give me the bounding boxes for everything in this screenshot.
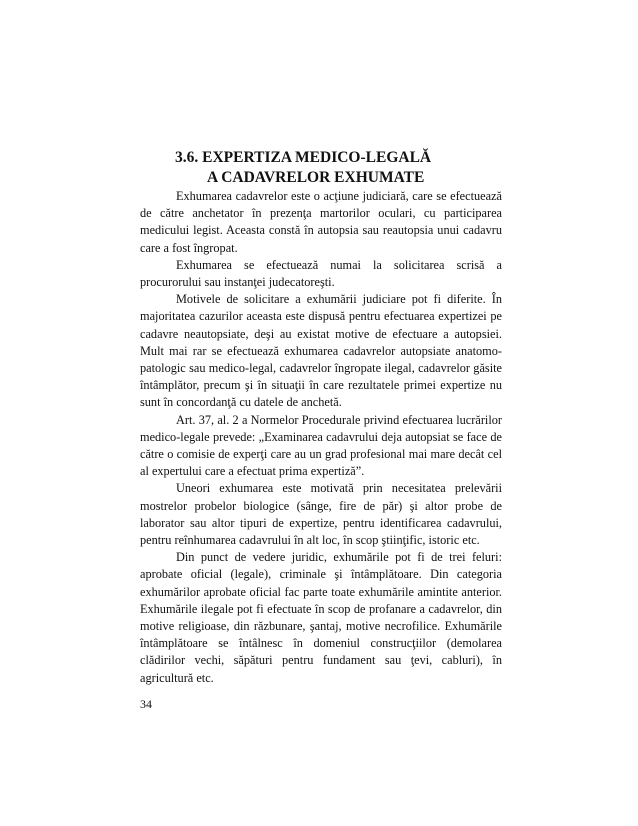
paragraph-5: Uneori exhumarea este motivată prin necesitatea prelevării mostrelor probelor biologice (sânge, fire de păr) şi altor probe de laborator sau altor tipuri de expertize, pentru identificarea cadavrului, pentru reînhumarea cadavrului în alt loc, în scop ştiinţific, istoric etc. xyxy=(140,481,502,548)
section-heading-line-2: A CADAVRELOR EXHUMATE xyxy=(207,169,425,186)
paragraph-3: Motivele de solicitare a exhumării judiciare pot fi diferite. În majoritatea cazurilor aceasta este dispusă pentru efectuarea expertizei pe cadavre neautopsiate, deşi au existat motive de efectuare a autopsiei. Mult mai rar se efectuează exhumarea cadavrelor autopsiate anatomo-patologic sau medico-legal, cadavrelor îngropate ilegal, cadavrelor găsite întâmplător, precum şi în situaţii în care rezultatele primei expertize nu sunt în concordanţă cu datele de anchetă. xyxy=(140,292,502,410)
body-text xyxy=(140,188,502,687)
paragraph-6: Din punct de vedere juridic, exhumările pot fi de trei feluri: aprobate oficial (legale), criminale şi întâmplătoare. Din categoria exhumărilor aprobate oficial fac parte toate exhumările amintite anterior. Exhumările ilegale pot fi efectuate în scop de profanare a cadavrelor, din motive religioase, din răzbunare, şantaj, motive necrofilice. Exhumările întâmplătoare se întâlnesc în domeniul construcţiilor (demolarea clădirilor vechi, săpături pentru fundament sau ţevi, cabluri), în agricultură etc. xyxy=(140,550,502,685)
section-heading-line-1: 3.6. EXPERTIZA MEDICO-LEGALĂ xyxy=(175,149,432,166)
page-number: 34 xyxy=(140,697,152,711)
paragraph-1: Exhumarea cadavrelor este o acţiune judiciară, care se efectuează de către anchetator în prezenţa martorilor oculari, cu participarea medicului legist. Aceasta constă în autopsia sau reautopsia unui cadavru care a fost îngropat. xyxy=(140,189,502,255)
section-heading xyxy=(140,148,500,188)
paragraph-4: Art. 37, al. 2 a Normelor Procedurale privind efectuarea lucrărilor medico-legale prevede: „Examinarea cadavrului deja autopsiat se face de către o comisie de experţi care au un grad profesional mai mare decât cel al expertului care a efectuat prima expertiză”. xyxy=(140,412,502,479)
paragraph-2: Exhumarea se efectuează numai la solicitarea scrisă a procurorului sau instanţei judecatoreşti. xyxy=(140,257,502,290)
